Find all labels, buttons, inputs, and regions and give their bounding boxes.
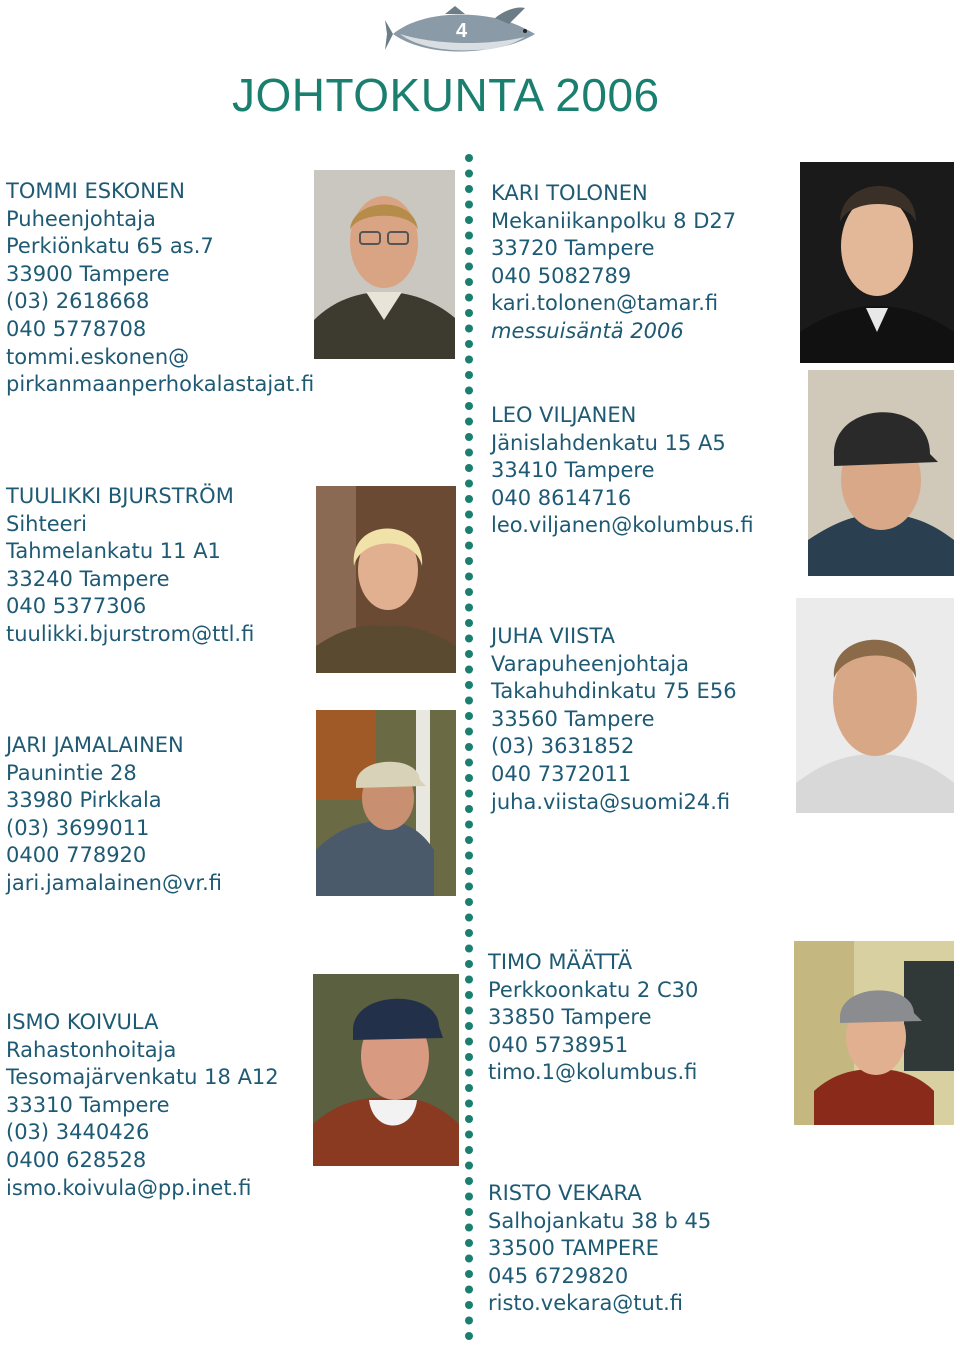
divider-dot (465, 1255, 473, 1263)
divider-dot (465, 480, 473, 488)
divider-dot (465, 573, 473, 581)
divider-dot (465, 712, 473, 720)
divider-dot (465, 1053, 473, 1061)
member-address: Tesomajärvenkatu 18 A12 (6, 1065, 279, 1090)
member-email[interactable]: leo.viljanen@kolumbus.fi (491, 513, 754, 538)
divider-dot (465, 185, 473, 193)
divider-dot (465, 666, 473, 674)
divider-dot (465, 1224, 473, 1232)
member-email[interactable]: risto.vekara@tut.fi (488, 1291, 683, 1316)
divider-dot (465, 681, 473, 689)
divider-dot (465, 1317, 473, 1325)
divider-dot (465, 588, 473, 596)
divider-dot (465, 1084, 473, 1092)
divider-dot (465, 604, 473, 612)
member-card-viljanen (491, 402, 754, 540)
divider-dot (465, 976, 473, 984)
member-card-koivula (6, 1009, 279, 1202)
divider-dot (465, 650, 473, 658)
member-phone: (03) 3440426 (6, 1120, 150, 1145)
divider-dot (465, 1270, 473, 1278)
member-address: Takahuhdinkatu 75 E56 (491, 679, 737, 704)
member-name: KARI TOLONEN (491, 181, 648, 205)
divider-dot (465, 914, 473, 922)
photo-maatta (794, 941, 954, 1125)
divider-dot (465, 945, 473, 953)
member-email[interactable]: jari.jamalainen@vr.fi (6, 870, 222, 895)
divider-dot (465, 433, 473, 441)
divider-dot (465, 1038, 473, 1046)
divider-dot (465, 867, 473, 875)
member-role: Varapuheenjohtaja (491, 651, 690, 676)
divider-dot (465, 774, 473, 782)
divider-dot (465, 821, 473, 829)
member-card-viista (491, 623, 737, 816)
photo-bjurstrom (316, 486, 456, 673)
divider-dot (465, 960, 473, 968)
member-city: 33980 Pirkkala (6, 788, 162, 813)
divider-dot (465, 201, 473, 209)
divider-dot (465, 805, 473, 813)
photo-tolonen (800, 162, 954, 363)
divider-dot (465, 495, 473, 503)
divider-dot (465, 154, 473, 162)
divider-dot (465, 449, 473, 457)
member-address: Mekaniikanpolku 8 D27 (491, 208, 737, 233)
member-role: Puheenjohtaja (6, 206, 156, 231)
member-city: 33240 Tampere (6, 566, 170, 591)
member-mobile: 0400 778920 (6, 843, 147, 868)
member-role: Rahastonhoitaja (6, 1037, 177, 1062)
photo-koivula (313, 974, 459, 1166)
member-city: 33720 Tampere (491, 236, 655, 261)
member-address: Perkiönkatu 65 as.7 (6, 234, 214, 259)
divider-dot (465, 1286, 473, 1294)
member-email[interactable]: kari.tolonen@tamar.fi (491, 291, 719, 316)
divider-dot (465, 929, 473, 937)
divider-dot (465, 542, 473, 550)
member-card-jamalainen (6, 732, 222, 898)
divider-dot (465, 991, 473, 999)
divider-dot (465, 697, 473, 705)
divider-dot (465, 619, 473, 627)
divider-dot (465, 898, 473, 906)
divider-dot (465, 371, 473, 379)
divider-dot (465, 1208, 473, 1216)
divider-dot (465, 340, 473, 348)
member-name: JUHA VIISTA (491, 624, 616, 648)
member-mobile: 040 5082789 (491, 263, 632, 288)
divider-dot (465, 852, 473, 860)
member-name: TIMO MÄÄTTÄ (488, 950, 633, 974)
divider-dot (465, 526, 473, 534)
member-card-bjurstrom (6, 483, 254, 649)
member-card-maatta (488, 949, 698, 1087)
divider-dot (465, 1069, 473, 1077)
divider-dot (465, 294, 473, 302)
divider-dot (465, 635, 473, 643)
divider-dot (465, 1146, 473, 1154)
divider-dot (465, 790, 473, 798)
divider-dot (465, 728, 473, 736)
member-city: 33410 Tampere (491, 458, 655, 483)
member-phone: (03) 2618668 (6, 289, 150, 314)
member-phone: (03) 3631852 (491, 734, 635, 759)
member-mobile: 040 8614716 (491, 485, 632, 510)
member-city: 33560 Tampere (491, 706, 655, 731)
divider-dot (465, 1007, 473, 1015)
member-city: 33850 Tampere (488, 1005, 652, 1030)
divider-dot (465, 743, 473, 751)
divider-dot (465, 1332, 473, 1340)
member-city: 33900 Tampere (6, 261, 170, 286)
member-address: Perkkoonkatu 2 C30 (488, 977, 699, 1002)
photo-viista (796, 598, 954, 813)
divider-dot (465, 263, 473, 271)
divider-dot (465, 216, 473, 224)
member-email[interactable]: timo.1@kolumbus.fi (488, 1060, 698, 1085)
divider-dot (465, 464, 473, 472)
divider-dot (465, 511, 473, 519)
divider-dot (465, 1239, 473, 1247)
divider-dot (465, 1131, 473, 1139)
divider-dot (465, 836, 473, 844)
divider-dot (465, 356, 473, 364)
dotted-divider (462, 152, 476, 1347)
page-number: 4 (456, 20, 468, 42)
member-card-eskonen (6, 178, 314, 399)
divider-dot (465, 557, 473, 565)
divider-dot (465, 278, 473, 286)
member-name: ISMO KOIVULA (6, 1010, 159, 1034)
member-mobile: 040 5377306 (6, 594, 147, 619)
member-note: messuisäntä 2006 (491, 318, 684, 343)
member-email[interactable]: tuulikki.bjurstrom@ttl.fi (6, 621, 255, 646)
member-card-vekara (488, 1180, 711, 1318)
divider-dot (465, 759, 473, 767)
member-city: 33310 Tampere (6, 1092, 170, 1117)
page-title: JOHTOKUNTA 2006 (232, 69, 660, 121)
member-name: RISTO VEKARA (488, 1181, 642, 1205)
divider-dot (465, 1177, 473, 1185)
divider-dot (465, 883, 473, 891)
divider-dot (465, 232, 473, 240)
divider-dot (465, 1100, 473, 1108)
member-mobile: 040 5778708 (6, 316, 147, 341)
member-mobile: 0400 628528 (6, 1147, 147, 1172)
member-card-tolonen (491, 180, 736, 346)
photo-viljanen (808, 370, 954, 576)
member-email-domain[interactable]: pirkanmaanperhokalastajat.fi (6, 372, 315, 397)
member-name: LEO VILJANEN (491, 403, 637, 427)
divider-dot (465, 1022, 473, 1030)
divider-dot (465, 170, 473, 178)
member-address: Jänislahdenkatu 15 A5 (491, 430, 726, 455)
divider-dot (465, 387, 473, 395)
divider-dot (465, 325, 473, 333)
member-name: TUULIKKI BJURSTRÖM (6, 484, 234, 508)
member-email[interactable]: tommi.eskonen@ (6, 344, 190, 369)
member-city: 33500 TAMPERE (488, 1236, 659, 1261)
member-address: Salhojankatu 38 b 45 (488, 1208, 712, 1233)
member-name: JARI JAMALAINEN (6, 733, 184, 757)
photo-jamalainen (316, 710, 456, 896)
member-address: Tahmelankatu 11 A1 (6, 539, 221, 564)
member-phone: (03) 3699011 (6, 815, 150, 840)
divider-dot (465, 1115, 473, 1123)
member-mobile: 040 7372011 (491, 761, 632, 786)
member-mobile: 045 6729820 (488, 1263, 629, 1288)
member-name: TOMMI ESKONEN (6, 179, 185, 203)
member-email[interactable]: ismo.koivula@pp.inet.fi (6, 1175, 252, 1200)
member-mobile: 040 5738951 (488, 1032, 629, 1057)
member-role: Sihteeri (6, 511, 88, 536)
divider-dot (465, 402, 473, 410)
photo-eskonen (314, 170, 455, 359)
divider-dot (465, 418, 473, 426)
member-address: Paunintie 28 (6, 760, 137, 785)
member-email[interactable]: juha.viista@suomi24.fi (491, 789, 731, 814)
divider-dot (465, 309, 473, 317)
divider-dot (465, 1162, 473, 1170)
divider-dot (465, 1301, 473, 1309)
divider-dot (465, 247, 473, 255)
divider-dot (465, 1193, 473, 1201)
